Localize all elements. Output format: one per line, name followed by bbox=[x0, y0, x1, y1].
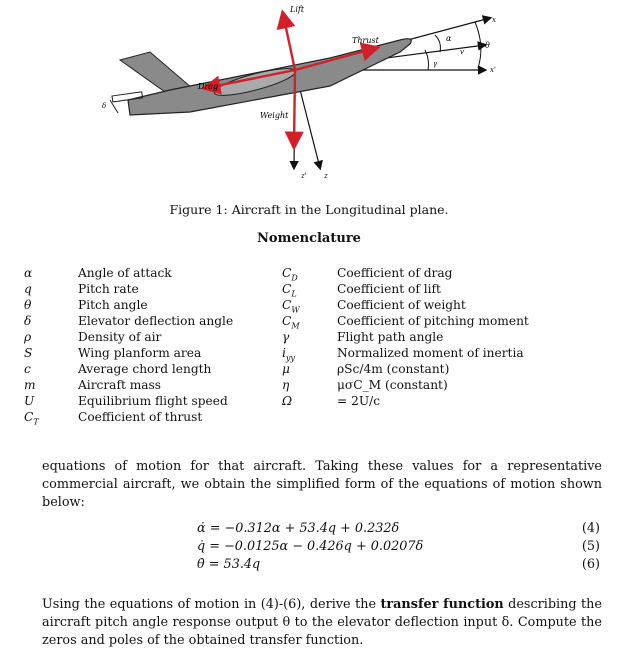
alpha-label: α bbox=[446, 34, 452, 43]
desc-s: Wing planform area bbox=[78, 346, 202, 360]
desc-gamma: Flight path angle bbox=[337, 330, 444, 344]
theta-label: θ bbox=[485, 41, 490, 50]
symbol-mu: μ bbox=[282, 362, 290, 376]
desc-cd: Coefficient of drag bbox=[337, 266, 453, 280]
task-text-a: Using the equations of motion in (4)-(6), derive the bbox=[42, 597, 381, 612]
desc-cm: Coefficient of pitching moment bbox=[337, 314, 529, 328]
symbol-s: S bbox=[24, 346, 33, 360]
symbol-cw: $C_W$ bbox=[282, 298, 300, 315]
nomenclature-title: Nomenclature bbox=[257, 231, 361, 246]
desc-iyy: Normalized moment of inertia bbox=[337, 346, 524, 360]
weight-label: Weight bbox=[260, 111, 289, 120]
symbol-cl: $C_L$ bbox=[282, 282, 297, 299]
delta-label: δ bbox=[102, 102, 107, 110]
symbol-alpha: α bbox=[24, 266, 33, 280]
equation-row bbox=[0, 557, 618, 575]
task-text-b: describing the aircraft pitch angle response output θ to the elevator deflection input δ. Compute the zeros and poles of the obtained transfer function. bbox=[42, 597, 602, 648]
symbol-m: m bbox=[24, 378, 36, 392]
paragraph-intro: equations of motion for that aircraft. Taking these values for a representative commercial aircraft, we obtain the simplified form of the equations of motion shown below: bbox=[42, 459, 602, 510]
desc-mu: ρSc/4m (constant) bbox=[337, 362, 450, 376]
desc-q: Pitch rate bbox=[78, 282, 139, 296]
symbol-c: c bbox=[24, 362, 31, 376]
v-label: v bbox=[460, 48, 464, 56]
x-label: x bbox=[492, 16, 496, 24]
paragraph-task bbox=[42, 596, 602, 650]
tail-fin bbox=[120, 52, 192, 92]
desc-theta: Pitch angle bbox=[78, 298, 148, 312]
desc-m: Aircraft mass bbox=[78, 378, 162, 392]
desc-cw: Coefficient of weight bbox=[337, 298, 466, 312]
equation-text: θ̇ = 53.4q bbox=[197, 557, 261, 572]
desc-delta: Elevator deflection angle bbox=[78, 314, 234, 328]
gamma-label: γ bbox=[433, 60, 438, 68]
thrust-label: Thrust bbox=[352, 36, 379, 45]
z-prime-label: z' bbox=[301, 172, 307, 180]
symbol-eta: η bbox=[282, 378, 290, 392]
equations-block bbox=[0, 521, 618, 575]
lift-arrow bbox=[283, 14, 295, 70]
desc-c: Average chord length bbox=[78, 362, 212, 376]
equation-row bbox=[0, 521, 618, 539]
equation-text: q̇ = −0.0125α − 0.426q + 0.0207δ bbox=[197, 539, 424, 554]
lift-label: Lift bbox=[290, 5, 305, 14]
symbol-theta: θ bbox=[24, 298, 32, 312]
x-prime-label: x' bbox=[490, 66, 496, 74]
symbol-ct: $C_T$ bbox=[24, 410, 39, 427]
weight-arrow bbox=[294, 70, 295, 146]
aircraft-figure bbox=[80, 0, 520, 190]
symbol-cd: $C_D$ bbox=[282, 266, 298, 283]
equation-row bbox=[0, 539, 618, 557]
desc-eta: μσC_M (constant) bbox=[337, 378, 448, 392]
aircraft-diagram bbox=[80, 0, 520, 190]
desc-cl: Coefficient of lift bbox=[337, 282, 441, 296]
desc-u: Equilibrium flight speed bbox=[78, 394, 228, 408]
equation-number: (4) bbox=[581, 521, 600, 536]
symbol-gamma: γ bbox=[282, 330, 290, 344]
equation-number: (6) bbox=[581, 557, 600, 572]
symbol-omega: Ω bbox=[282, 394, 293, 408]
desc-omega: = 2U/c bbox=[337, 394, 381, 408]
symbol-rho: ρ bbox=[24, 330, 32, 344]
symbol-u: U bbox=[24, 394, 35, 408]
task-keyword: transfer function bbox=[380, 597, 504, 612]
theta-arc bbox=[475, 22, 481, 68]
symbol-iyy: $i_{yy}$ bbox=[282, 346, 295, 363]
symbol-cm: $C_M$ bbox=[282, 314, 300, 331]
equation-text: α̇ = −0.312α + 53.4q + 0.232δ bbox=[197, 521, 400, 536]
alpha-arc bbox=[435, 35, 440, 52]
desc-rho: Density of air bbox=[78, 330, 162, 344]
figure-caption: Figure 1: Aircraft in the Longitudinal plane. bbox=[169, 202, 449, 217]
desc-ct: Coefficient of thrust bbox=[78, 410, 203, 424]
drag-label: Drag bbox=[198, 82, 219, 91]
symbol-delta: δ bbox=[24, 314, 32, 328]
symbol-q: q bbox=[24, 282, 32, 296]
equation-number: (5) bbox=[581, 539, 600, 554]
z-label: z bbox=[324, 172, 328, 180]
desc-alpha: Angle of attack bbox=[78, 266, 172, 280]
